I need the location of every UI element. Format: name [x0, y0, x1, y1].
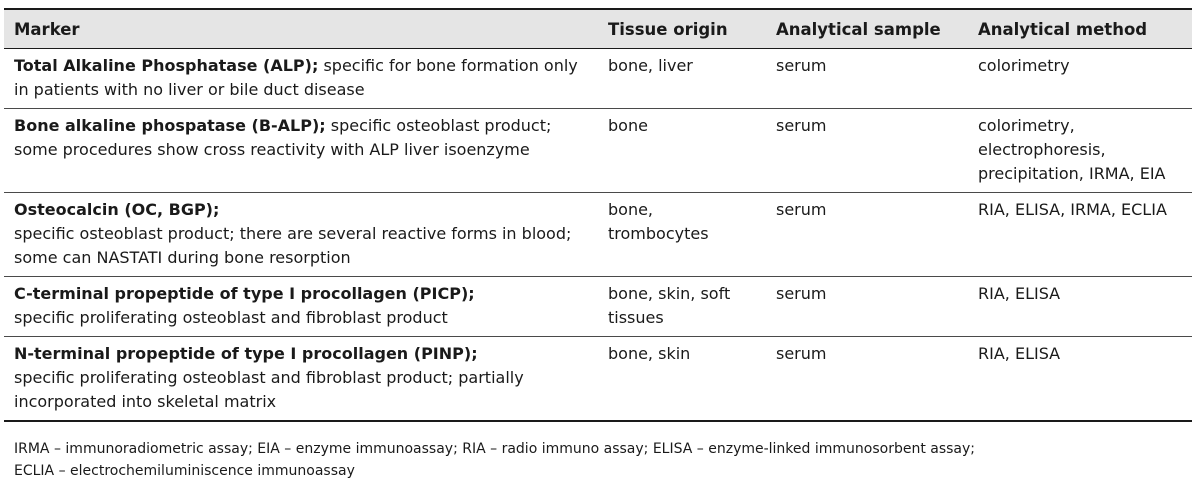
- header-analytical-sample: Analytical sample: [766, 9, 968, 49]
- footnote-line-eclia: ECLIA – electrochemiluminiscence immunoassay: [14, 463, 355, 479]
- tissue-origin-cell: bone, skin: [598, 337, 766, 422]
- marker-cell: [4, 337, 598, 422]
- tissue-origin-cell: bone, trombocytes: [598, 193, 766, 277]
- marker-cell: [4, 109, 598, 193]
- header-tissue-origin: Tissue origin: [598, 9, 766, 49]
- table-row: [4, 49, 1192, 109]
- bone-markers-table: [4, 8, 1192, 422]
- table-row: [4, 337, 1192, 422]
- tissue-origin-cell: bone: [598, 109, 766, 193]
- table-row: [4, 109, 1192, 193]
- table-body: [4, 49, 1192, 422]
- marker-name: Bone alkaline phospatase (B-ALP);: [14, 116, 326, 135]
- analytical-method-cell: colorimetry, electrophoresis, precipitation, IRMA, EIA: [968, 109, 1192, 193]
- footnote-line-abbreviations: IRMA – immunoradiometric assay; EIA – enzyme immunoassay; RIA – radio immuno assay; ELISA – enzyme-linked immunosorbent assay;: [14, 441, 976, 457]
- table-row: [4, 277, 1192, 337]
- table-row: [4, 193, 1192, 277]
- table-footnote: [14, 438, 1184, 482]
- analytical-method-cell: RIA, ELISA: [968, 277, 1192, 337]
- marker-description: specific osteoblast product; some procedures show cross reactivity with ALP liver isoenzyme: [14, 116, 552, 159]
- tissue-origin-cell: bone, liver: [598, 49, 766, 109]
- analytical-sample-cell: serum: [766, 277, 968, 337]
- marker-name: Total Alkaline Phosphatase (ALP);: [14, 56, 319, 75]
- marker-cell: [4, 49, 598, 109]
- analytical-sample-cell: serum: [766, 193, 968, 277]
- marker-name: C-terminal propeptide of type I procollagen (PICP);: [14, 284, 475, 303]
- tissue-origin-cell: bone, skin, soft tissues: [598, 277, 766, 337]
- analytical-sample-cell: serum: [766, 337, 968, 422]
- bone-markers-table-container: [4, 8, 1192, 422]
- analytical-method-cell: RIA, ELISA, IRMA, ECLIA: [968, 193, 1192, 277]
- header-row: [4, 9, 1192, 49]
- analytical-method-cell: colorimetry: [968, 49, 1192, 109]
- header-marker: Marker: [4, 9, 598, 49]
- marker-name: N-terminal propeptide of type I procollagen (PINP);: [14, 344, 478, 363]
- marker-cell: [4, 277, 598, 337]
- header-analytical-method: Analytical method: [968, 9, 1192, 49]
- analytical-sample-cell: serum: [766, 109, 968, 193]
- marker-cell: [4, 193, 598, 277]
- marker-description: specific proliferating osteoblast and fibroblast product: [14, 308, 448, 327]
- marker-description: specific osteoblast product; there are several reactive forms in blood; some can NASTATI during bone resorption: [14, 224, 572, 267]
- table-header: [4, 9, 1192, 49]
- marker-description: specific for bone formation only in patients with no liver or bile duct disease: [14, 56, 578, 99]
- marker-description: specific proliferating osteoblast and fibroblast product; partially incorporated into skeletal matrix: [14, 368, 524, 411]
- marker-name: Osteocalcin (OC, BGP);: [14, 200, 220, 219]
- analytical-method-cell: RIA, ELISA: [968, 337, 1192, 422]
- analytical-sample-cell: serum: [766, 49, 968, 109]
